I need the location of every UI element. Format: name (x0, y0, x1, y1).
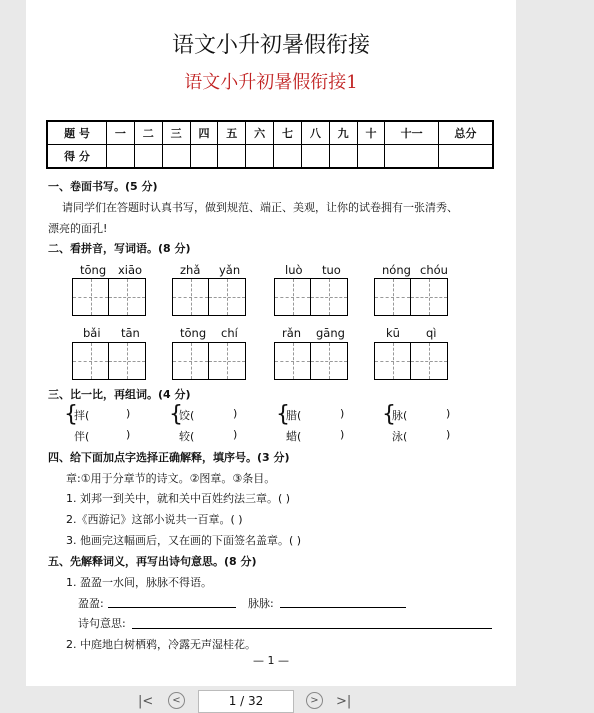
score-header-cell: 八 (301, 121, 329, 145)
section-1-title: 一、卷面书写。(5 分) (48, 180, 158, 193)
section-4-question-2: 2.《西游记》这部小说共一百章。( ) (66, 513, 243, 526)
writing-grid (72, 278, 146, 316)
pinyin: tuo (322, 263, 341, 277)
brace-icon: { (64, 402, 78, 427)
score-header-cell: 六 (246, 121, 274, 145)
answer-line (280, 607, 406, 608)
pinyin: chí (221, 326, 238, 340)
section-4-title: 四、给下面加点字选择正确解释，填序号。(3 分) (48, 451, 290, 464)
score-header-cell: 五 (218, 121, 246, 145)
compare-paren: ) (233, 407, 238, 420)
compare-char: 拌( (74, 409, 90, 422)
pinyin: tōng (180, 326, 207, 340)
score-cell (162, 145, 190, 169)
score-cell (438, 145, 493, 169)
score-cell (218, 145, 246, 169)
sub-title-text: 语文小升初暑假衔接1 (184, 72, 358, 93)
score-cell (190, 145, 218, 169)
score-header-cell: 十 (357, 121, 385, 145)
section-1-text: 请同学们在答题时认真书写，做到规范、端正、美观，让你的试卷拥有一张清秀、 (62, 201, 458, 214)
score-cell (301, 145, 329, 169)
score-header-cell: 题 号 (47, 121, 107, 145)
score-cell (107, 145, 135, 169)
compare-char: 伴( (74, 430, 90, 443)
score-header-cell: 三 (162, 121, 190, 145)
prev-page-icon[interactable]: < (168, 692, 185, 709)
score-header-cell: 九 (329, 121, 357, 145)
vertical-scrollbar[interactable] (576, 0, 594, 690)
pinyin: tōng (80, 263, 107, 277)
compare-paren: ) (340, 407, 345, 420)
score-row-label: 得 分 (47, 145, 107, 169)
compare-paren: ) (233, 428, 238, 441)
score-header-cell: 总分 (438, 121, 493, 145)
compare-paren: ) (446, 428, 451, 441)
label-yingying: 盈盈: (78, 597, 104, 610)
pinyin: chóu (420, 263, 448, 277)
score-cell (274, 145, 302, 169)
page-indicator[interactable]: 1 / 32 (198, 690, 294, 713)
label-maimai: 脉脉: (248, 597, 274, 610)
pinyin: zhǎ (180, 263, 201, 277)
section-3-title: 三、比一比，再组词。(4 分) (48, 388, 191, 401)
compare-char: 腊( (286, 409, 302, 422)
score-value-row (47, 145, 493, 169)
main-title: 语文小升初暑假衔接 (171, 33, 370, 58)
compare-char: 脉( (392, 409, 408, 422)
last-page-icon[interactable]: >| (336, 694, 352, 709)
compare-paren: ) (446, 407, 451, 420)
section-4-definition: 章:①用于分章节的诗文。②图章。③条目。 (66, 472, 276, 485)
score-header-cell: 二 (134, 121, 162, 145)
pinyin: nóng (382, 263, 411, 277)
section-2-title: 二、看拼音，写词语。(8 分) (48, 242, 191, 255)
compare-paren: ) (126, 407, 131, 420)
answer-line (132, 628, 492, 629)
score-header-row (47, 121, 493, 145)
next-page-icon[interactable]: > (306, 692, 323, 709)
score-cell (385, 145, 438, 169)
document-page (26, 0, 516, 686)
pinyin: xiāo (118, 263, 143, 277)
section-5-question-1: 1. 盈盈一水间，脉脉不得语。 (66, 576, 212, 589)
writing-grid (72, 342, 146, 380)
pinyin: gāng (316, 326, 345, 340)
brace-icon: { (276, 402, 290, 427)
section-5-question-2: 2. 中庭地白树栖鸦，冷露无声湿桂花。 (66, 638, 256, 651)
compare-char: 饺( (179, 409, 195, 422)
brace-icon: { (382, 402, 396, 427)
writing-grid (274, 278, 348, 316)
score-cell (246, 145, 274, 169)
pinyin: rǎn (282, 326, 302, 340)
writing-grid (374, 278, 448, 316)
pinyin: yǎn (219, 263, 241, 277)
pinyin: luò (285, 263, 303, 277)
label-poem-meaning: 诗句意思: (78, 617, 126, 630)
score-cell (329, 145, 357, 169)
writing-grid (274, 342, 348, 380)
compare-char: 泳( (392, 430, 408, 443)
compare-char: 蜡( (286, 430, 302, 443)
pager-toolbar (0, 690, 594, 713)
writing-grid (172, 278, 246, 316)
pinyin: bǎi (83, 326, 101, 340)
score-cell (134, 145, 162, 169)
score-header-cell: 一 (107, 121, 135, 145)
brace-icon: { (169, 402, 183, 427)
section-1-text-2: 漂亮的面孔! (48, 222, 108, 235)
score-header-cell: 十一 (385, 121, 438, 145)
score-table (46, 120, 494, 169)
writing-grid (172, 342, 246, 380)
compare-char: 较( (179, 430, 195, 443)
first-page-icon[interactable]: |< (138, 694, 154, 709)
sub-title (26, 68, 516, 94)
section-5-title: 五、先解释词义，再写出诗句意思。(8 分) (48, 555, 257, 568)
pinyin: qì (426, 326, 437, 340)
writing-grid (374, 342, 448, 380)
section-4-question-3: 3. 他画完这幅画后，又在画的下面签名盖章。( ) (66, 534, 302, 547)
score-cell (357, 145, 385, 169)
compare-paren: ) (340, 428, 345, 441)
pinyin: kū (386, 326, 400, 340)
section-4-question-1: 1. 刘邦一到关中，就和关中百姓约法三章。( ) (66, 492, 291, 505)
compare-paren: ) (126, 428, 131, 441)
pinyin: tān (121, 326, 140, 340)
answer-line (108, 607, 236, 608)
score-header-cell: 四 (190, 121, 218, 145)
score-header-cell: 七 (274, 121, 302, 145)
page-number: — 1 — (253, 654, 289, 667)
